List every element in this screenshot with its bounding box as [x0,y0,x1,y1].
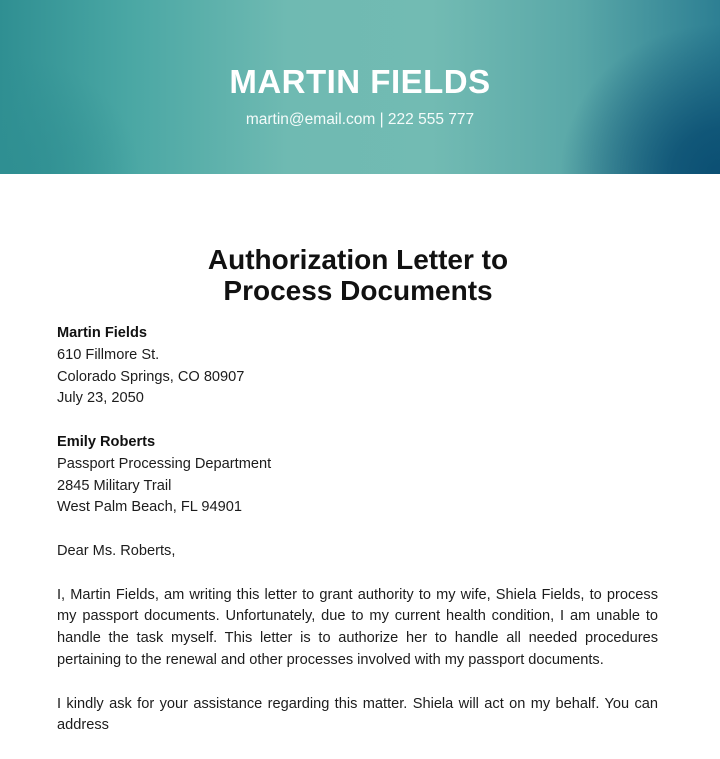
recipient-address-block [57,432,658,519]
body-paragraph-1: I, Martin Fields, am writing this letter to grant authority to my wife, Shiela Fields, to process my passport documents. Unfortunately, due to my current health condition, I am unable to handle the task myself. This letter is to authorize her to handle all needed procedures pertaining to the renewal and other processes involved with my passport documents. [57,586,658,668]
sender-city: Colorado Springs, CO 80907 [57,368,245,385]
letterhead-name: MARTIN FIELDS [229,63,491,100]
body-paragraph-2: I kindly ask for your assistance regarding this matter. Shiela will act on my behalf. You can address [57,695,658,734]
salutation: Dear Ms. Roberts, [57,542,176,559]
sender-name: Martin Fields [57,325,148,341]
letterhead-contact: martin@email.com | 222 555 777 [245,111,475,128]
recipient-street: 2845 Military Trail [57,477,172,494]
recipient-department: Passport Processing Department [57,455,272,472]
recipient-name: Emily Roberts [57,433,156,450]
letter-body [57,323,658,759]
letter-date: July 23, 2050 [57,390,144,407]
sender-address-block [57,323,658,410]
document-title-line-2: Process Documents [223,275,493,306]
document-title [0,244,716,306]
recipient-city: West Palm Beach, FL 94901 [57,499,242,516]
letterhead-banner [0,0,720,174]
sender-street: 610 Fillmore St. [57,346,160,363]
document-title-line-1: Authorization Letter to [207,244,509,275]
